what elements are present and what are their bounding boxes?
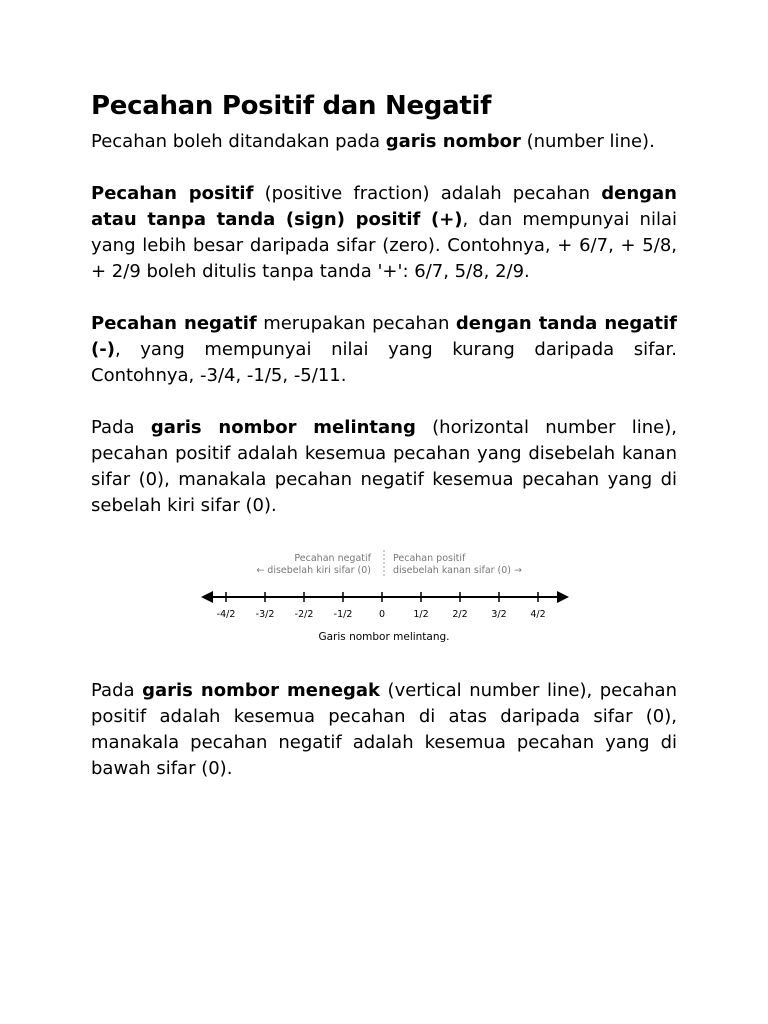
number-line-diagram	[91, 542, 677, 652]
figure-caption: Garis nombor melintang.	[318, 631, 450, 643]
tick-label: 2/2	[452, 609, 468, 620]
negative-direction-label: ← disebelah kiri sifar (0)	[256, 565, 371, 576]
positive-label: Pecahan positif	[393, 553, 466, 564]
bold-text: garis nombor	[385, 131, 521, 152]
right-arrow-icon	[557, 591, 569, 603]
text: Pada	[91, 680, 143, 701]
text: (horizontal number line), pecahan positif adalah kesemua pecahan yang disebelah kanan sifar (0), manakala pecahan negatif kesemua pecahan yang di sebelah kiri sifar (0).	[91, 417, 677, 516]
tick-label: 4/2	[530, 609, 546, 620]
text: (number line).	[520, 131, 655, 152]
text: Pecahan boleh ditandakan pada	[91, 131, 386, 152]
tick-label: -2/2	[294, 609, 314, 620]
text: Pada	[91, 417, 151, 438]
tick-label: -3/2	[255, 609, 275, 620]
bold-text: Pecahan positif	[91, 183, 254, 204]
paragraph-horizontal-number-line	[91, 415, 677, 519]
bold-text: dengan tanda negatif (-)	[91, 313, 678, 360]
text: , dan mempunyai nilai yang lebih besar daripada sifar (zero). Contohnya, + 6/7, + 5/8, + 2/9 boleh ditulis tanpa tanda '+': 6/7, 5/8, 2/9.	[91, 209, 677, 282]
bold-text: garis nombor menegak	[142, 680, 381, 701]
left-arrow-icon	[201, 591, 213, 603]
negative-label: Pecahan negatif	[294, 553, 371, 564]
text: , yang mempunyai nilai yang kurang daripada sifar. Contohnya, -3/4, -1/5, -5/11.	[91, 339, 677, 386]
paragraph-number-line-intro	[91, 129, 677, 155]
text: (positive fraction) adalah pecahan	[253, 183, 602, 204]
paragraph-vertical-number-line	[91, 678, 677, 782]
positive-direction-label: disebelah kanan sifar (0) →	[393, 565, 522, 576]
text: merupakan pecahan	[256, 313, 456, 334]
paragraph-negative-fraction	[91, 311, 677, 389]
tick-label: 3/2	[491, 609, 507, 620]
tick-label: 0	[378, 609, 386, 620]
tick-label: -4/2	[216, 609, 236, 620]
page-title: Pecahan Positif dan Negatif	[91, 91, 492, 121]
tick-label: -1/2	[333, 609, 353, 620]
bold-text: Pecahan negatif	[91, 313, 257, 334]
tick-label: 1/2	[413, 609, 429, 620]
number-line-figure	[91, 542, 677, 652]
text: (vertical number line), pecahan positif adalah kesemua pecahan di atas daripada sifar (0), manakala pecahan negatif adalah kesemua pecahan yang di bawah sifar (0).	[91, 680, 677, 779]
bold-text: garis nombor melintang	[150, 417, 416, 438]
bold-text: dengan atau tanpa tanda (sign) positif (+)	[91, 183, 677, 230]
paragraph-positive-fraction	[91, 181, 677, 285]
document-page	[91, 88, 677, 808]
